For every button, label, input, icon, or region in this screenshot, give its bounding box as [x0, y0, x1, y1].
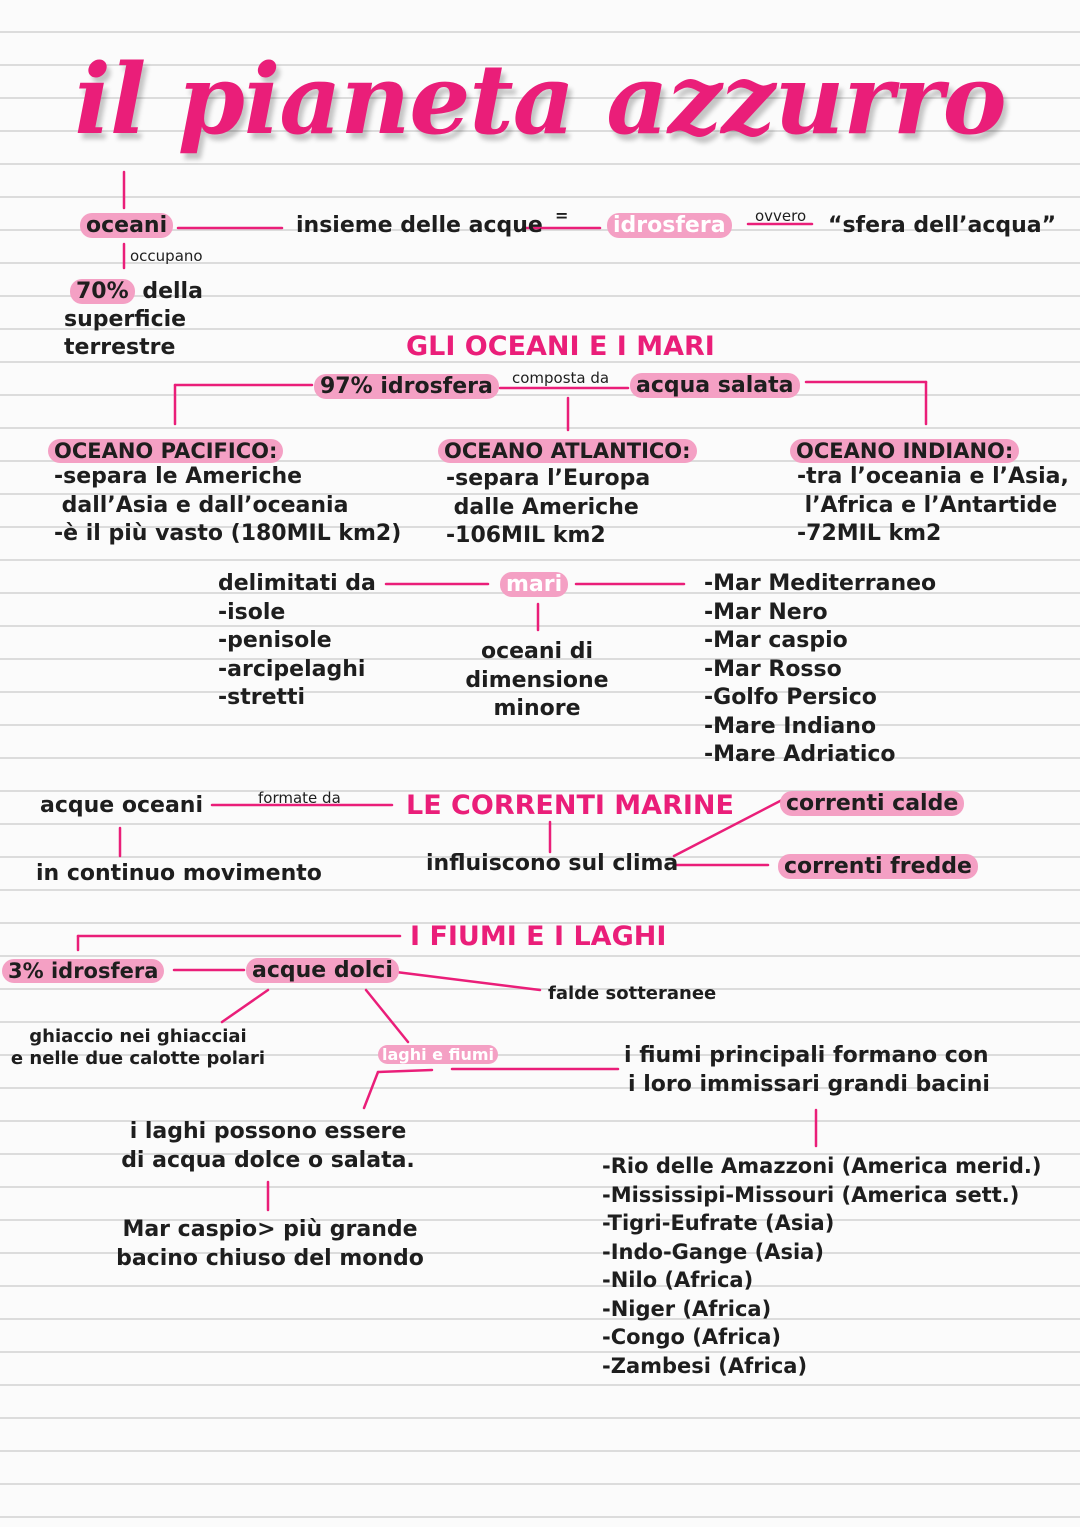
pct-3 — [2, 957, 164, 985]
pacifico-title — [48, 437, 283, 465]
terrestre-label: terrestre — [64, 335, 176, 360]
list-item: -Mar caspio — [704, 628, 848, 653]
laghi-fiumi — [378, 1045, 498, 1065]
list-item: -Mar Nero — [704, 599, 828, 625]
sfera-label: “sfera dell’acqua” — [828, 213, 1057, 238]
list-item: -separa l’Europa — [446, 466, 651, 491]
page-title: il pianeta azzurro — [74, 43, 1006, 156]
oceani-minore — [452, 638, 622, 724]
list-item: -penisole — [218, 628, 332, 653]
pct-97 — [314, 373, 499, 401]
mari-highlight: mari — [500, 572, 568, 597]
ovvero-label: ovvero — [755, 207, 807, 225]
correnti-fredde — [778, 853, 978, 881]
atlantico-highlight: OCEANO ATLANTICO: — [438, 439, 697, 463]
list-item: i laghi possono essere — [129, 1119, 407, 1144]
list-item: di acqua dolce o salata. — [121, 1147, 415, 1173]
list-item: -Rio delle Amazzoni (America merid.) — [602, 1154, 1042, 1178]
formate-label: formate da — [258, 789, 341, 807]
mar-caspio-text — [110, 1216, 430, 1273]
connector-line — [378, 1070, 432, 1072]
pacifico-list — [54, 463, 401, 549]
list-item: Mar caspio> più grande — [122, 1217, 418, 1242]
calde-highlight: correnti calde — [780, 791, 964, 816]
list-item: dall’Asia e dall’oceania — [54, 492, 349, 518]
heading-correnti: LE CORRENTI MARINE — [406, 790, 734, 821]
pct-97-highlight: 97% idrosfera — [314, 374, 499, 399]
acque-oceani-label: acque oceani — [40, 793, 204, 818]
laghi-acqua-text — [118, 1118, 418, 1175]
connector-line — [364, 1072, 378, 1108]
delimitati-label: delimitati da — [218, 571, 376, 596]
della-text: della — [134, 279, 203, 304]
list-item: -Tigri-Eufrate (Asia) — [602, 1211, 835, 1235]
movimento-label: in continuo movimento — [36, 861, 322, 886]
list-item: -72MIL km2 — [797, 521, 942, 546]
composta-label: composta da — [512, 369, 610, 387]
occupano-label: occupano — [130, 247, 203, 265]
list-item: dimensione — [465, 667, 609, 693]
idrosfera-highlight: idrosfera — [607, 213, 732, 238]
list-item: -106MIL km2 — [446, 523, 606, 548]
list-item: dalle Americhe — [446, 494, 639, 520]
heading-oceani-mari: GLI OCEANI E I MARI — [406, 331, 715, 362]
connector-line — [396, 972, 540, 990]
list-item: -Nilo (Africa) — [602, 1268, 754, 1292]
list-item: oceani di — [480, 639, 594, 664]
list-item: -Niger (Africa) — [602, 1296, 772, 1321]
list-item: -Zambesi (Africa) — [602, 1353, 808, 1378]
indiano-list — [797, 463, 1069, 549]
mari-list — [704, 570, 936, 770]
acque-dolci — [246, 957, 399, 985]
heading-fiumi-laghi: I FIUMI E I LAGHI — [410, 921, 667, 952]
fiumi-bacini-text — [624, 1042, 990, 1099]
ghiaccio-text — [0, 1026, 276, 1070]
indiano-highlight: OCEANO INDIANO: — [790, 439, 1019, 463]
list-item: -arcipelaghi — [218, 656, 366, 682]
fredde-highlight: correnti fredde — [778, 854, 978, 879]
list-item: i loro immissari grandi bacini — [628, 1071, 990, 1097]
list-item: -isole — [218, 599, 286, 625]
acqua-salata-highlight: acqua salata — [630, 373, 800, 398]
list-item: -Mar Rosso — [704, 656, 842, 682]
indiano-title — [790, 437, 1019, 465]
pct-3-highlight: 3% idrosfera — [2, 959, 164, 983]
list-item: -Mare Indiano — [704, 713, 877, 739]
delimitati-list — [218, 570, 376, 713]
list-item: ghiaccio nei ghiacciai — [29, 1026, 247, 1047]
connector-line — [366, 990, 408, 1042]
list-item: l’Africa e l’Antartide — [797, 492, 1058, 518]
atlantico-list — [446, 465, 650, 551]
oceani-highlight: oceani — [80, 213, 173, 238]
list-item: -separa le Americhe — [54, 464, 303, 489]
connector-line — [222, 990, 268, 1022]
acqua-salata — [630, 372, 800, 400]
insieme-label: insieme delle acque — [296, 213, 543, 238]
list-item: -è il più vasto (180MIL km2) — [54, 521, 402, 546]
list-item: -stretti — [218, 685, 306, 710]
equals-sign: = — [555, 206, 569, 225]
correnti-calde — [780, 790, 964, 818]
pct-highlight: 70% — [70, 279, 135, 304]
list-item: -Mare Adriatico — [704, 742, 896, 767]
influiscono-label: influiscono sul clima — [426, 851, 679, 876]
acque-dolci-highlight: acque dolci — [246, 958, 399, 983]
list-item: e nelle due calotte polari — [10, 1048, 266, 1069]
list-item: -Congo (Africa) — [602, 1325, 782, 1349]
list-item: -Mississipi-Missouri (America sett.) — [602, 1182, 1020, 1207]
list-item: minore — [493, 696, 581, 721]
fiumi-list — [602, 1152, 1041, 1380]
list-item: -Mar Mediterraneo — [704, 571, 937, 596]
list-item: -Indo-Gange (Asia) — [602, 1239, 824, 1264]
laghi-fiumi-highlight: laghi e fiumi — [378, 1045, 498, 1064]
superficie-label: superficie — [64, 307, 187, 332]
list-item: bacino chiuso del mondo — [116, 1245, 424, 1271]
pacifico-highlight: OCEANO PACIFICO: — [48, 439, 283, 463]
idrosfera-label — [607, 212, 732, 240]
oceani-label — [80, 212, 173, 240]
list-item: i fiumi principali formano con — [624, 1043, 989, 1068]
list-item: -tra l’oceania e l’Asia, — [797, 464, 1069, 489]
pct-superficie — [70, 278, 203, 306]
falde-label: falde sotteranee — [548, 983, 717, 1004]
mari-label — [500, 571, 568, 599]
atlantico-title — [438, 437, 697, 465]
list-item: -Golfo Persico — [704, 685, 877, 710]
